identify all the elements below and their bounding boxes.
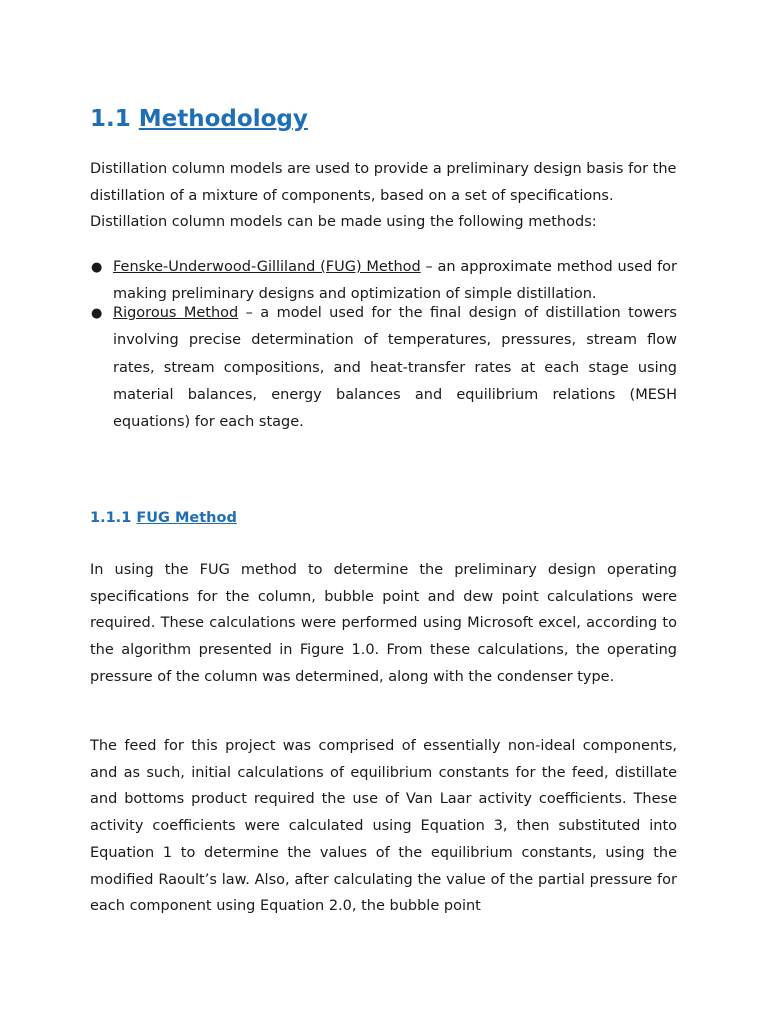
bullet-text: – a model used for the final design of distillation towers involving precise determination of temperatures, pressures, stream flow rates, stream compositions, and heat-transfer rates at each stage using material balances, energy balances and equilibrium relations (MESH equations) for each stage. <box>113 305 677 431</box>
bullet-text: – an approximate method used for making preliminary designs and optimization of simple distillation. <box>113 259 678 302</box>
intro-paragraph: Distillation column models are used to provide a preliminary design basis for the distillation of a mixture of components, based on a set of specifications. Distillation column models can be made using the following methods: <box>90 161 677 231</box>
bullet-icon: ● <box>91 306 103 321</box>
bullet-term: Fenske-Underwood-Gilliland (FUG) Method <box>113 259 421 275</box>
list-item-rigorous <box>90 300 677 436</box>
section-number: 1.1 <box>90 106 131 132</box>
body-paragraph-1: In using the FUG method to determine the preliminary design operating specifications for the column, bubble point and dew point calculations were required. These calculations were performed using Microsoft excel, according to the algorithm presented in Figure 1.0. From these calculations, the operating pressure of the column was determined, along with the condenser type. <box>90 562 677 685</box>
methods-list <box>90 254 677 436</box>
subsection-number: 1.1.1 <box>90 510 132 526</box>
bullet-term: Rigorous Method <box>113 305 239 321</box>
subsection-title-link[interactable]: FUG Method <box>136 510 237 526</box>
subsection-heading-fug <box>90 507 237 529</box>
section-title-link[interactable]: Methodology <box>138 106 308 132</box>
bullet-icon: ● <box>91 260 103 275</box>
body-paragraph-2: The feed for this project was comprised of essentially non-ideal components, and as such, initial calculations of equilibrium constants for the feed, distillate and bottoms product required the use of Van Laar activity coefficients. These activity coefficients were calculated using Equation 3, then substituted into Equation 1 to determine the values of the equilibrium constants, using the modified Raoult’s law. Also, after calculating the value of the partial pressure for each component using Equation 2.0, the bubble point <box>90 738 677 915</box>
section-heading-methodology <box>90 103 308 135</box>
